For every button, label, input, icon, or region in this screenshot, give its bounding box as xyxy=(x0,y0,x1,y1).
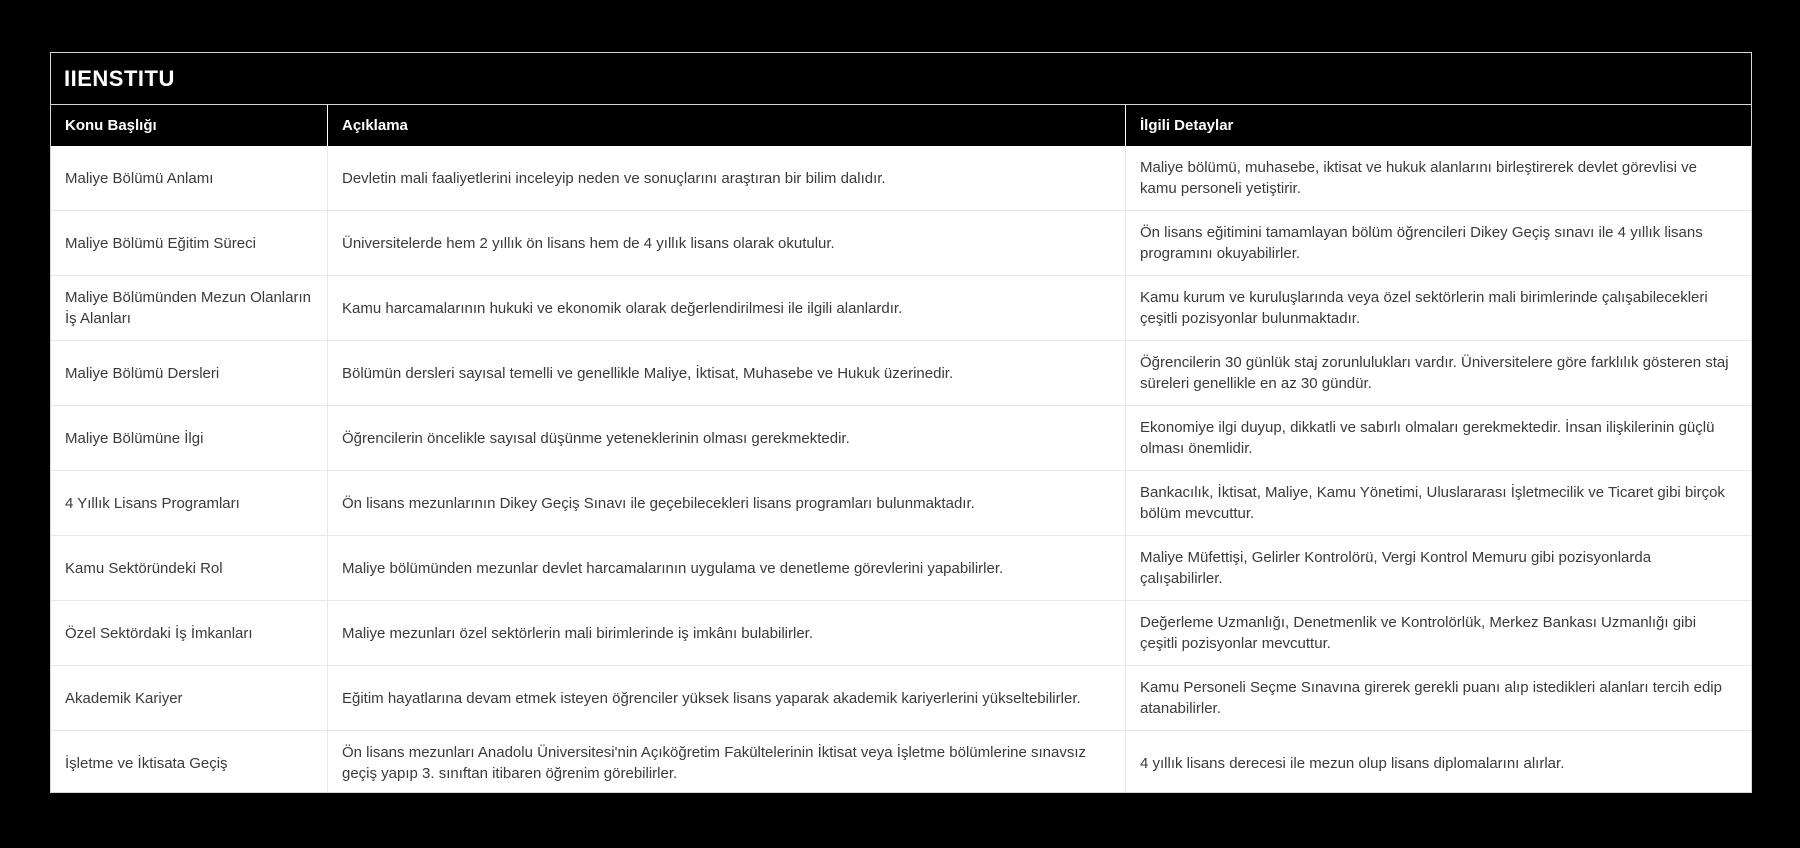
cell-topic: Maliye Bölümüne İlgi xyxy=(51,406,328,470)
table-row xyxy=(51,731,1751,793)
cell-details: Kamu Personeli Seçme Sınavına girerek gerekli puanı alıp istedikleri alanları tercih edip atanabilirler. xyxy=(1140,679,1722,717)
cell-topic: Özel Sektördaki İş İmkanları xyxy=(51,601,328,665)
cell-description: Bölümün dersleri sayısal temelli ve genellikle Maliye, İktisat, Muhasebe ve Hukuk üzerinedir. xyxy=(328,341,1126,405)
table-row xyxy=(51,601,1751,666)
cell-description: Maliye bölümünden mezunlar devlet harcamalarının uygulama ve denetleme görevlerini yapabilirler. xyxy=(328,536,1126,600)
table-row xyxy=(51,536,1751,601)
table-row xyxy=(51,341,1751,406)
cell-topic: Kamu Sektöründeki Rol xyxy=(51,536,328,600)
cell-details: Ön lisans eğitimini tamamlayan bölüm öğrencileri Dikey Geçiş sınavı ile 4 yıllık lisans programını okuyabilirler. xyxy=(1140,224,1703,262)
cell-description: Öğrencilerin öncelikle sayısal düşünme yeteneklerinin olması gerekmektedir. xyxy=(328,406,1126,470)
cell-details: Ekonomiye ilgi duyup, dikkatli ve sabırlı olmaları gerekmektedir. İnsan ilişkilerinin güçlü olması önemlidir. xyxy=(1140,419,1715,457)
cell-topic: 4 Yıllık Lisans Programları xyxy=(51,471,328,535)
cell-topic: Akademik Kariyer xyxy=(51,666,328,730)
cell-details: Öğrencilerin 30 günlük staj zorunlulukları vardır. Üniversitelere göre farklılık gösteren staj süreleri genellikle en az 30 gündür. xyxy=(1140,354,1729,392)
cell-description: Maliye mezunları özel sektörlerin mali birimlerinde iş imkânı bulabilirler. xyxy=(328,601,1126,665)
cell-topic: İşletme ve İktisata Geçiş xyxy=(51,731,328,793)
cell-description: Kamu harcamalarının hukuki ve ekonomik olarak değerlendirilmesi ile ilgili alanlardır. xyxy=(328,276,1126,340)
table-header-row xyxy=(51,105,1751,146)
cell-topic: Maliye Bölümü Anlamı xyxy=(51,146,328,210)
cell-topic: Maliye Bölümünden Mezun Olanların İş Alanları xyxy=(51,276,328,340)
title-bar xyxy=(51,53,1751,105)
cell-details: Maliye Müfettişi, Gelirler Kontrolörü, Vergi Kontrol Memuru gibi pozisyonlarda çalışabilirler. xyxy=(1140,549,1652,587)
cell-description: Devletin mali faaliyetlerini inceleyip neden ve sonuçlarını araştıran bir bilim dalıdır. xyxy=(328,146,1126,210)
cell-details: Değerleme Uzmanlığı, Denetmenlik ve Kontrolörlük, Merkez Bankası Uzmanlığı gibi çeşitli pozisyonlar mevcuttur. xyxy=(1140,614,1697,652)
column-header-description: Açıklama xyxy=(328,105,1126,146)
cell-description: Ön lisans mezunları Anadolu Üniversitesi'nin Açıköğretim Fakültelerinin İktisat veya İşletme bölümlerine sınavsız geçiş yapıp 3. sınıftan itibaren öğrenim görebilirler. xyxy=(328,731,1126,793)
cell-details: Maliye bölümü, muhasebe, iktisat ve hukuk alanlarını birleştirerek devlet görevlisi ve kamu personeli yetiştirir. xyxy=(1140,159,1697,197)
table-body xyxy=(51,146,1751,793)
cell-details: 4 yıllık lisans derecesi ile mezun olup lisans diplomalarını alırlar. xyxy=(1140,754,1565,772)
page-title: IIENSTITU xyxy=(64,65,175,91)
table-row xyxy=(51,146,1751,211)
table-row xyxy=(51,211,1751,276)
content-card xyxy=(50,52,1752,793)
column-header-topic: Konu Başlığı xyxy=(51,105,328,146)
table-row xyxy=(51,276,1751,341)
table-row xyxy=(51,666,1751,731)
cell-topic: Maliye Bölümü Eğitim Süreci xyxy=(51,211,328,275)
cell-description: Üniversitelerde hem 2 yıllık ön lisans hem de 4 yıllık lisans olarak okutulur. xyxy=(328,211,1126,275)
column-header-details: İlgili Detaylar xyxy=(1140,117,1234,134)
cell-description: Eğitim hayatlarına devam etmek isteyen öğrenciler yüksek lisans yaparak akademik kariyerlerini yükseltebilirler. xyxy=(328,666,1126,730)
cell-details: Kamu kurum ve kuruluşlarında veya özel sektörlerin mali birimlerinde çalışabilecekleri çeşitli pozisyonlar bulunmaktadır. xyxy=(1140,289,1708,327)
table-row xyxy=(51,471,1751,536)
cell-details: Bankacılık, İktisat, Maliye, Kamu Yönetimi, Uluslararası İşletmecilik ve Ticaret gibi birçok bölüm mevcuttur. xyxy=(1140,484,1725,522)
cell-topic: Maliye Bölümü Dersleri xyxy=(51,341,328,405)
cell-description: Ön lisans mezunlarının Dikey Geçiş Sınavı ile geçebilecekleri lisans programları bulunmaktadır. xyxy=(328,471,1126,535)
table-row xyxy=(51,406,1751,471)
